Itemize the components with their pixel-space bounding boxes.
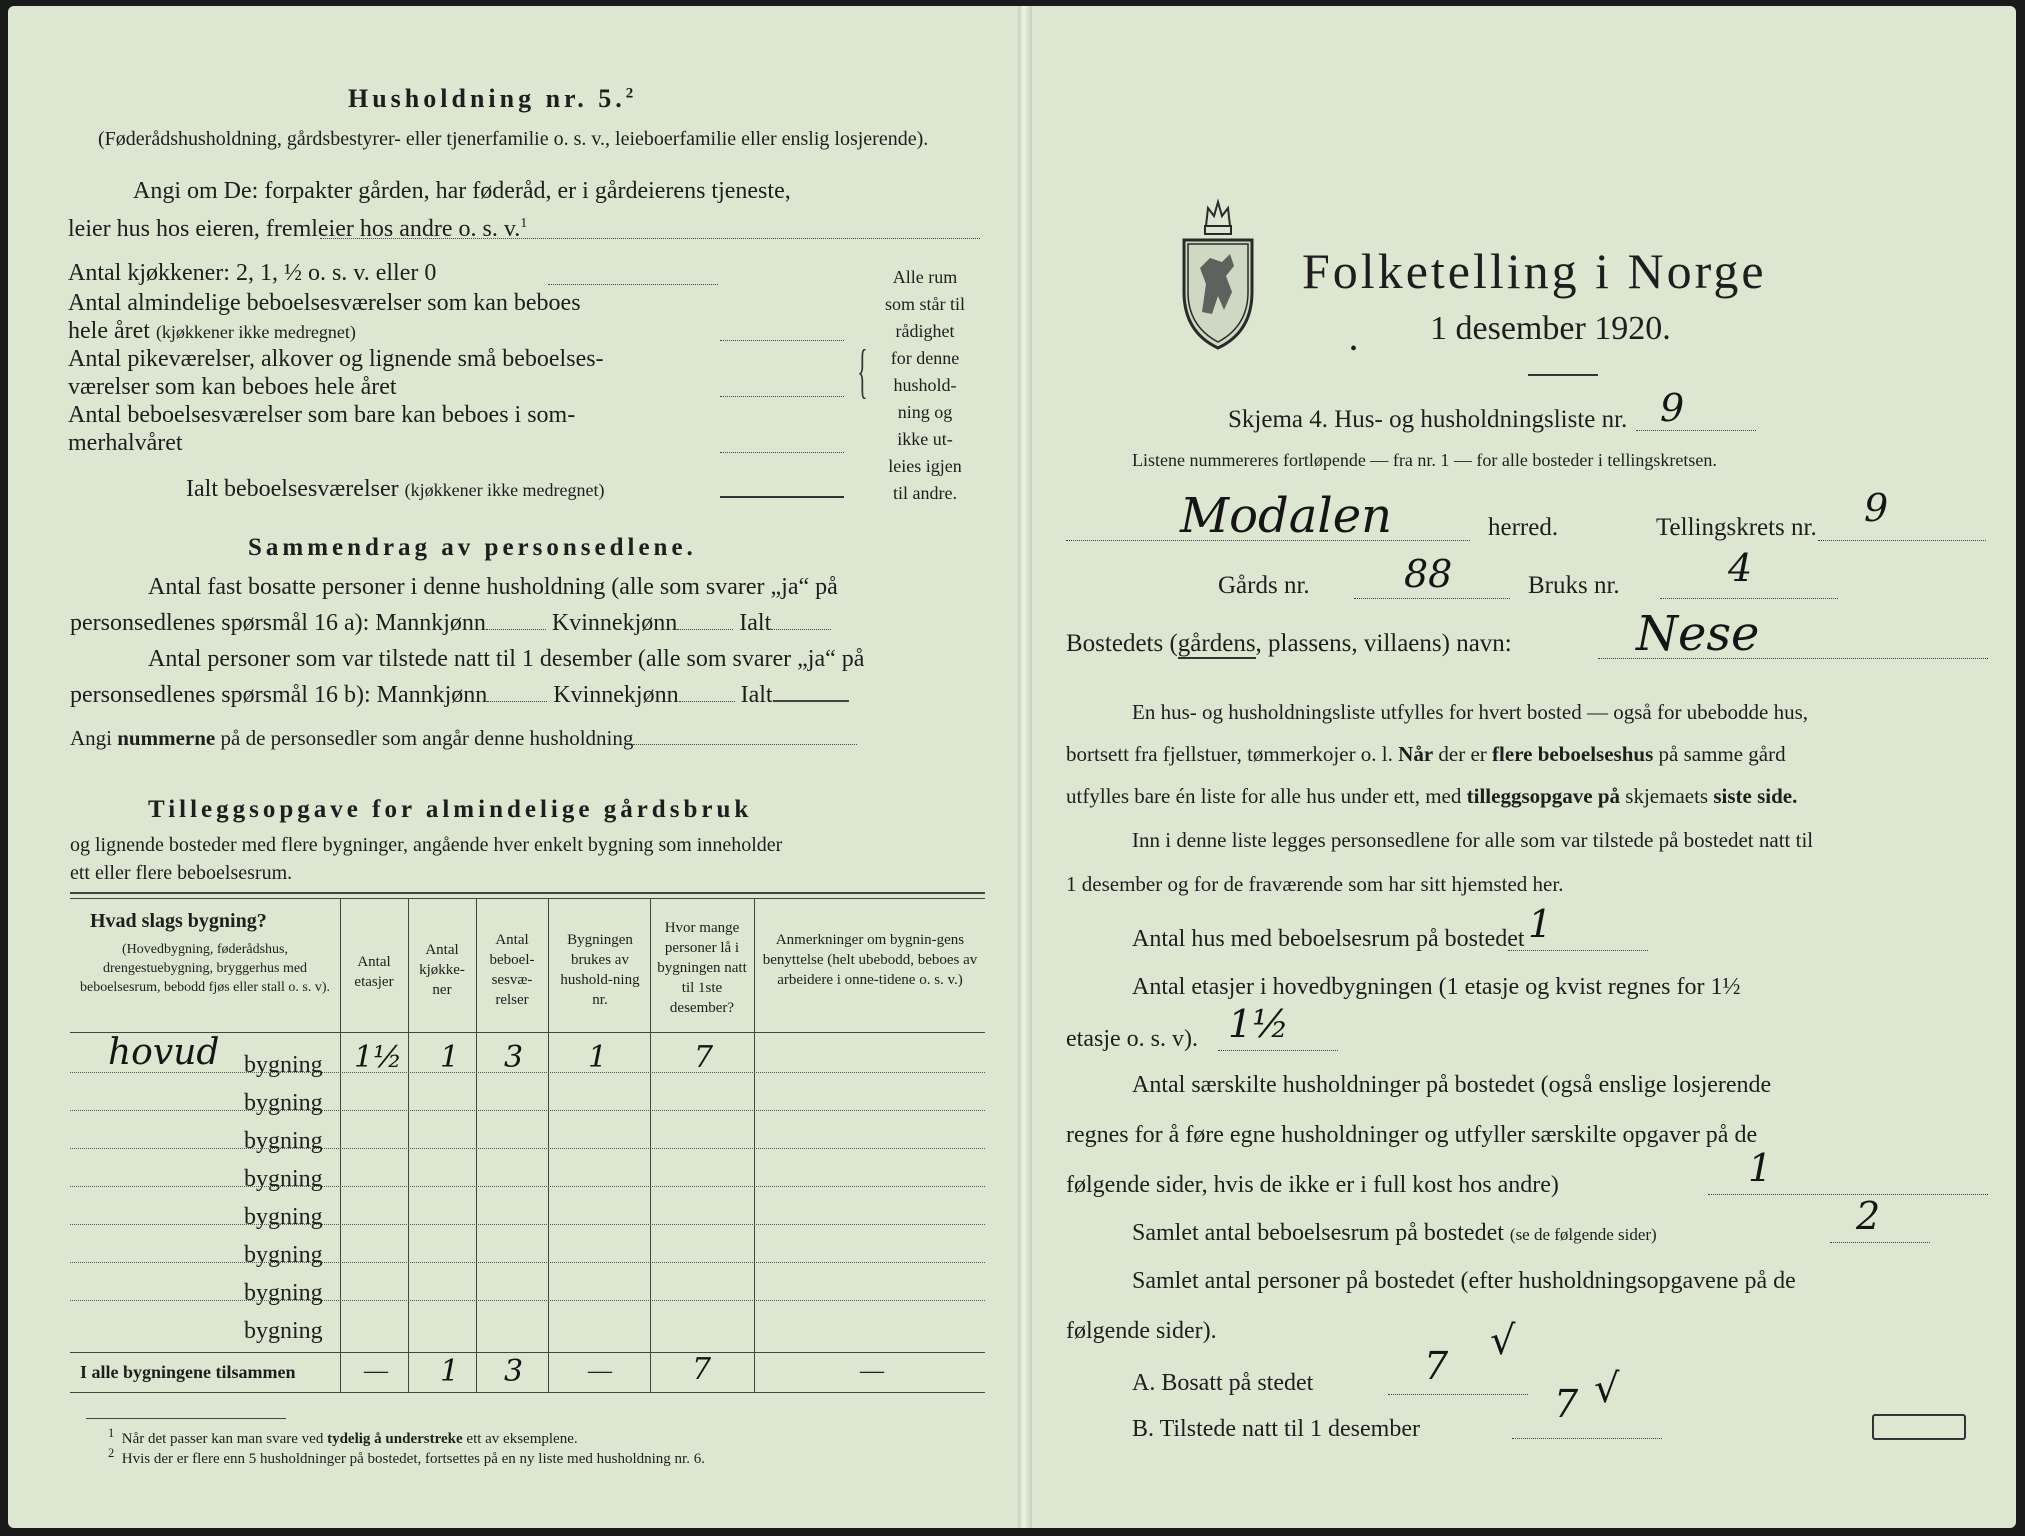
th-bygning-title: Hvad slags bygning? [90, 910, 267, 932]
antal-hus-label: Antal hus med beboelsesrum på bostedet [1132, 926, 1525, 952]
brace: { [857, 338, 868, 404]
tillegg-title: Tilleggsopgave for almindelige gårdsbruk [148, 796, 753, 823]
sammendrag-title: Sammendrag av personsedlene. [248, 534, 697, 561]
brace-note: Alle rum som står til rådighet for denne hushold- ning og ikke ut- leies igjen til andre. [885, 267, 965, 503]
census-form-spread [8, 6, 2016, 1528]
bosted-value: Nese [1636, 606, 1760, 662]
angi-nummerne: Angi nummerne på de personsedler som angår denne husholdning [70, 726, 857, 751]
saerskilte-line2: regnes for å føre egne husholdninger og utfyller særskilte opgaver på de [1066, 1122, 1758, 1148]
gards-label: Gårds nr. [1218, 572, 1310, 599]
tilstede-value: 7 [1554, 1382, 1579, 1426]
herred-value: Modalen [1180, 488, 1393, 544]
antal-hus-value: 1 [1528, 902, 1553, 946]
footnote-2: $^2$ Hvis der er flere enn 5 husholdninger på bostedet, fortsettes på en ny liste med husholdning nr. 6. [108, 1446, 705, 1467]
samlet-rum-value: 2 [1856, 1194, 1881, 1238]
th-bygning-sub: (Hovedbygning, føderådshus, drengestuebygning, bryggerhus med beboelsesrum, bebodd fjøs eller stall o. s. v). [79, 942, 330, 995]
printer-stamp [1872, 1414, 1966, 1440]
tilstede-label: B. Tilstede natt til 1 desember [1132, 1416, 1420, 1442]
bosatt-label: A. Bosatt på stedet [1132, 1370, 1314, 1396]
sommer-label-1: Antal beboelsesværelser som bare kan beboes i som- [68, 402, 576, 428]
saerskilte-line3: følgende sider, hvis de ikke er i full kost hos andre) [1066, 1172, 1559, 1198]
beboelses-label-2: hele året (kjøkkener ikke medregnet) [68, 318, 356, 344]
bruks-value: 4 [1728, 546, 1753, 590]
household-title: Husholdning nr. 5.$^2$ [348, 84, 638, 113]
beboelses-label-1: Antal almindelige beboelsesværelser som kan beboes [68, 290, 581, 316]
skjema-nr-value: 9 [1660, 386, 1685, 430]
tilstede-line1: Antal personer som var tilstede natt til 1 desember (alle som svarer „ja“ på [148, 646, 865, 672]
th-anmerkninger: Anmerkninger om bygnin-gens benyttelse (helt ubebodd, beboes av arbeidere i onne-tidene o. s. v.) [762, 932, 978, 988]
para2-line2: 1 desember og for de fraværende som har sitt hjemsted her. [1066, 872, 1564, 896]
bruks-label: Bruks nr. [1528, 572, 1620, 599]
left-page: Husholdning nr. 5.$^2$ (Føderådshusholdning, gårdsbestyrer- eller tjenerfamilie o. s. v., leieboerfamilie eller enslig losjerende). Angi om De: forpakter gården, har føderåd, er i gårdeierens tjeneste, leier hus hos eieren, fremleier hos andre o. s. v.$^1$ Antal kjøkkener: 2, 1, ½ o. s. v. eller 0 Antal almindelige beboelsesværelser som kan beboes hele året (kjøkkener ikke medregnet) Antal pikeværelser, alkover og lignende små beboelses- værelser som kan beboes hele året Antal beboelsesværelser som bare kan beboes i som- merhalvåret Ialt beboelsesværelser (kjøkkener ikke medregnet) { Alle rum som står til rådighet for denne hushold- ning og ikke ut- leies igjen til andre. Sammendrag av personsedlene. Antal fast bosatte personer i denne husholdning (alle som svarer „ja“ på personsedlenes spørsmål 16 a): Mannkjønn Kvinnekjønn Ialt Antal personer som var tilstede natt til 1 desember (alle som svarer „ja“ på personsedlenes spørsmål 16 b): Mannkjønn Kvinnekjønn Ialt Angi nummerne på de personsedler som angår denne husholdning Tilleggsopgave for almindelige gårdsbruk og lignende bosteder med flere bygninger, angående hver enkelt bygning som inneholder ett eller flere beboelsesrum. Hvad slags bygning? (Hovedbygning, føderådshus, drengestuebygning, bryggerhus med beboelsesrum, bebodd fjøs eller stall o. s. v). Antal etasjer Antal kjøkke-ner Antal beboel-sesvæ-relser Bygningen brukes av hushold-ning nr. Hvor mange personer lå i bygningen natt til 1ste desember? Anmerkninger om bygnin-gens benyttelse (helt ubebodd, beboes av arbeidere i onne-tidene o. s. v.) hovud bygning 1½ 1 3 1 7 bygning bygning bygning bygning bygning bygning bygning I alle bygningene tilsammen — 1 3 — 7 — $^1$ Når det passer kan man svare ved tydelig å understreke ett av eksemplene. $^2$ Hvis der er flere enn 5 husholdninger på bostedet, fortsettes på en ny liste med husholdning nr. 6. [8, 6, 1020, 1528]
gards-value: 88 [1404, 552, 1453, 596]
saerskilte-line1: Antal særskilte husholdninger på bostedet (også enslige losjerende [1132, 1072, 1772, 1098]
th-kjokkener: Antal kjøkke-ner [419, 942, 465, 998]
ialt-beboelses-label: Ialt beboelsesværelser (kjøkkener ikke medregnet) [186, 476, 605, 502]
samlet-pers-line1: Samlet antal personer på bostedet (efter husholdningsopgavene på de [1132, 1268, 1796, 1294]
etasjer-line1: Antal etasjer i hovedbygningen (1 etasje og kvist regnes for 1½ [1132, 974, 1741, 1000]
tilstede-line2: personsedlenes spørsmål 16 b): Mannkjønn Kvinnekjønn Ialt [70, 682, 849, 709]
bostedets-label: Bostedets (gårdens, plassens, villaens) navn: [1066, 630, 1512, 657]
th-brukes: Bygningen brukes av hushold-ning nr. [560, 932, 640, 1008]
tellingskrets-value: 9 [1864, 486, 1889, 530]
census-title: Folketelling i Norge [1302, 243, 1767, 299]
saerskilte-value: 1 [1748, 1146, 1773, 1190]
th-etasjer: Antal etasjer [354, 954, 394, 990]
herred-label: herred. [1488, 514, 1559, 541]
tillegg-text1: og lignende bosteder med flere bygninger, angående hver enkelt bygning som inneholder [70, 834, 783, 856]
skjema-line: Skjema 4. Hus- og husholdningsliste nr. [1228, 406, 1628, 433]
bosatt-value: 7 [1424, 1344, 1449, 1388]
norway-coat-of-arms-icon [1178, 192, 1258, 352]
check-mark-icon: √ [1490, 1318, 1516, 1364]
sommer-label-2: merhalvåret [68, 430, 183, 456]
tellingskrets-label: Tellingskrets nr. [1656, 514, 1817, 541]
listene-note: Listene nummereres fortløpende — fra nr. 1 — for alle bosteder i tellingskretsen. [1132, 450, 1717, 470]
etasjer-line2: etasje o. s. v). [1066, 1026, 1198, 1052]
pike-label-1: Antal pikeværelser, alkover og lignende små beboelses- [68, 346, 604, 372]
samlet-pers-line2: følgende sider). [1066, 1318, 1217, 1344]
fast-line1: Antal fast bosatte personer i denne husholdning (alle som svarer „ja“ på [148, 574, 838, 600]
pike-label-2: værelser som kan beboes hele året [68, 374, 397, 400]
th-beboelses: Antal beboel-sesvæ-relser [489, 932, 535, 1008]
samlet-rum-label: Samlet antal beboelsesrum på bostedet (se de følgende sider) [1132, 1220, 1657, 1246]
check-mark-icon: √ [1594, 1366, 1620, 1412]
kjokkener-label: Antal kjøkkener: 2, 1, ½ o. s. v. eller 0 [68, 260, 437, 286]
tillegg-text2: ett eller flere beboelsesrum. [70, 862, 293, 884]
etasjer-value: 1½ [1228, 1002, 1290, 1046]
census-date: 1 desember 1920. [1430, 310, 1671, 347]
para1-line2: bortsett fra fjellstuer, tømmerkojer o. l. Når der er flere beboelseshus på samme gård [1066, 742, 1786, 766]
footnote-1: $^1$ Når det passer kan man svare ved tydelig å understreke ett av eksemplene. [108, 1426, 578, 1447]
para1-line3: utfylles bare én liste for alle hus under ett, med tilleggsopgave på skjemaets siste side. [1066, 784, 1798, 808]
fast-line2: personsedlenes spørsmål 16 a): Mannkjønn Kvinnekjønn Ialt [70, 610, 831, 637]
th-personer: Hvor mange personer lå i bygningen natt til 1ste desember? [657, 920, 747, 1016]
angi-line2: leier hus hos eieren, fremleier hos andre o. s. v.$^1$ [68, 216, 528, 242]
angi-line1: Angi om De: forpakter gården, har føderåd, er i gårdeierens tjeneste, [133, 178, 791, 204]
right-page: Folketelling i Norge 1 desember 1920. • Skjema 4. Hus- og husholdningsliste nr. 9 Listene nummereres fortløpende — fra nr. 1 — for alle bosteder i tellingskretsen. Modalen herred. Tellingskrets nr. 9 Gårds nr. 88 Bruks nr. 4 Bostedets (gårdens, plassens, villaens) navn: Nese En hus- og husholdningsliste utfylles for hvert bosted — også for ubebodde hus, bortsett fra fjellstuer, tømmerkojer o. l. Når der er flere beboelseshus på samme gård utfylles bare én liste for alle hus under ett, med tilleggsopgave på skjemaets siste side. Inn i denne liste legges personsedlene for alle som var tilstede på bostedet natt til 1 desember og for de fraværende som har sitt hjemsted her. Antal hus med beboelsesrum på bostedet 1 Antal etasjer i hovedbygningen (1 etasje og kvist regnes for 1½ etasje o. s. v). 1½ Antal særskilte husholdninger på bostedet (også enslige losjerende regnes for å føre egne husholdninger og utfyller særskilte opgaver på de følgende sider, hvis de ikke er i full kost hos andre) 1 Samlet antal beboelsesrum på bostedet (se de følgende sider) 2 Samlet antal personer på bostedet (efter husholdningsopgavene på de følgende sider). A. Bosatt på stedet 7 √ B. Tilstede natt til 1 desember 7 √ [1028, 6, 2016, 1528]
para1-line1: En hus- og husholdningsliste utfylles for hvert bosted — også for ubebodde hus, [1132, 700, 1808, 724]
para2-line1: Inn i denne liste legges personsedlene for alle som var tilstede på bostedet natt til [1132, 828, 1814, 852]
household-intro: (Føderådshusholdning, gårdsbestyrer- eller tjenerfamilie o. s. v., leieboerfamilie eller enslig losjerende). [98, 128, 929, 150]
